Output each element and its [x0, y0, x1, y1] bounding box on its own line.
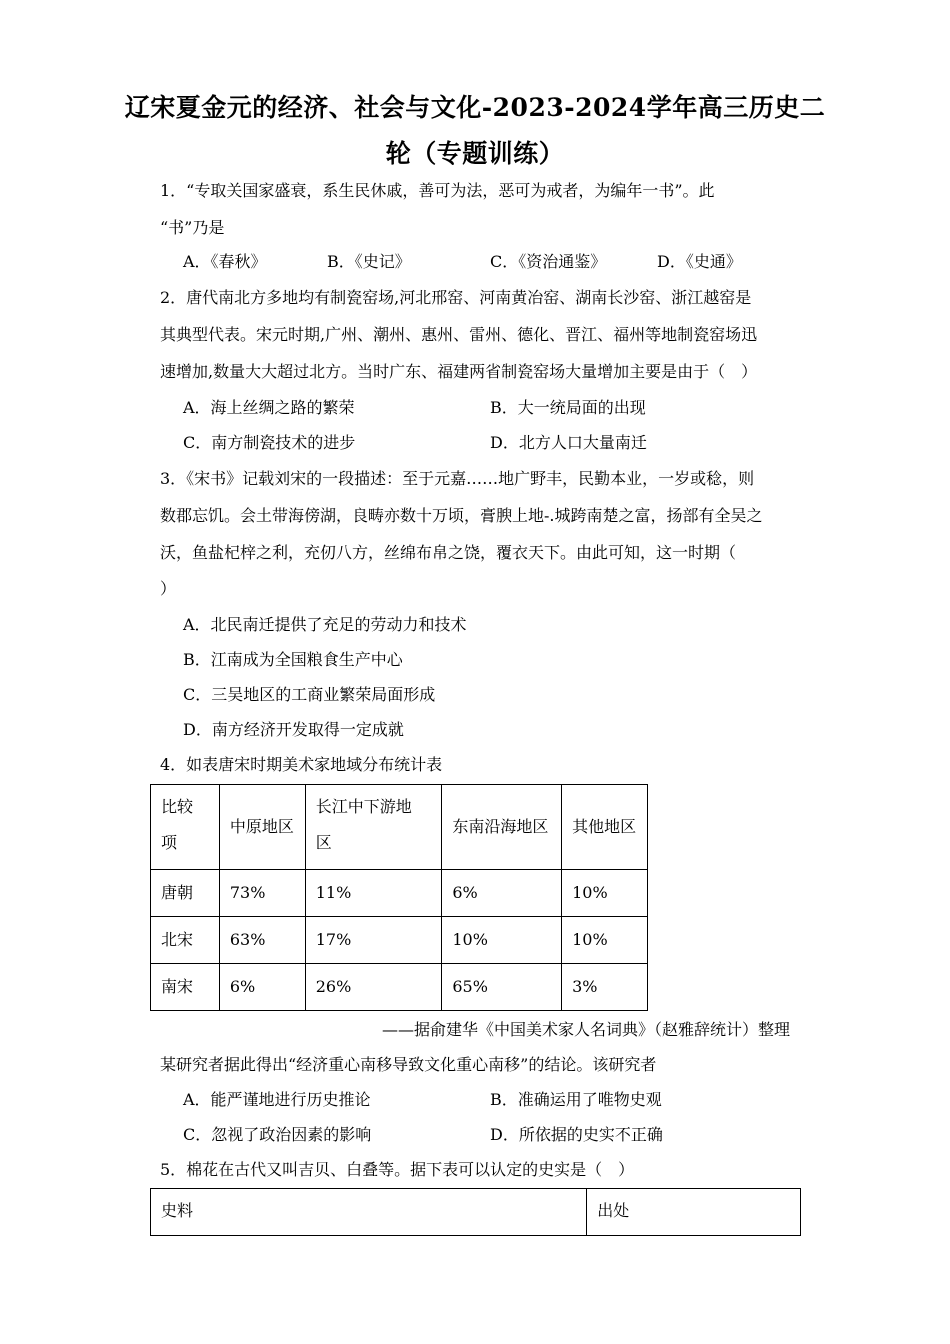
- q4-header-southeast: 东南沿海地区: [442, 785, 562, 870]
- table-cell: 南宋: [151, 964, 220, 1011]
- q3-option-b[interactable]: B．江南成为全国粮食生产中心: [183, 650, 403, 669]
- doc-title-line1: 辽宋夏金元的经济、社会与文化-2023-2024学年高三历史二: [124, 93, 826, 122]
- q5-sources-table: [150, 1188, 801, 1236]
- q4-header-compare-l2: 项: [161, 833, 178, 852]
- q5-table-header-row: [151, 1189, 801, 1236]
- table-row: [151, 917, 648, 964]
- table-row: [151, 870, 648, 917]
- table-cell: 63%: [219, 917, 305, 964]
- table-cell: 10%: [562, 870, 648, 917]
- table-cell: 6%: [219, 964, 305, 1011]
- q2-option-b[interactable]: B．大一统局面的出现: [490, 398, 646, 417]
- table-cell: 73%: [219, 870, 305, 917]
- table-cell: 北宋: [151, 917, 220, 964]
- q5-stem: 5．棉花在古代又叫吉贝、白叠等。据下表可以认定的史实是（ ）: [160, 1160, 635, 1179]
- q2-stem-line3: 速增加,数量大大超过北方。当时广东、福建两省制瓷窑场大量增加主要是由于（ ）: [160, 362, 758, 381]
- q4-option-d[interactable]: D．所依据的史实不正确: [490, 1125, 663, 1144]
- q3-stem-line4: ）: [160, 579, 177, 598]
- q3-stem-line1: 3．《宋书》记载刘宋的一段描述：至于元嘉……地广野丰，民勤本业，一岁或稔，则: [160, 469, 755, 488]
- q4-option-a[interactable]: A．能严谨地进行历史推论: [183, 1090, 371, 1109]
- table-cell: 11%: [305, 870, 442, 917]
- q4-header-compare-l1: 比较: [161, 797, 194, 816]
- q4-stem: 4．如表唐宋时期美术家地域分布统计表: [160, 755, 443, 774]
- table-cell: 3%: [562, 964, 648, 1011]
- q3-option-c[interactable]: C．三吴地区的工商业繁荣局面形成: [183, 685, 436, 704]
- q2-stem-line2: 其典型代表。宋元时期,广州、潮州、惠州、雷州、德化、晋江、福州等地制瓷窑场迅: [160, 325, 758, 344]
- table-cell: 65%: [442, 964, 562, 1011]
- table-row: [151, 964, 648, 1011]
- q1-option-a[interactable]: A．《春秋》: [183, 252, 267, 271]
- q4-table-header-row: [151, 785, 648, 870]
- q4-header-compare: [151, 785, 220, 870]
- q2-option-a[interactable]: A．海上丝绸之路的繁荣: [183, 398, 355, 417]
- q1-stem-line2: “书”乃是: [160, 218, 225, 237]
- q1-option-b[interactable]: B．《史记》: [327, 252, 411, 271]
- table-cell: 6%: [442, 870, 562, 917]
- q2-option-c[interactable]: C．南方制瓷技术的进步: [183, 433, 356, 452]
- q1-option-c[interactable]: C．《资治通鉴》: [490, 252, 607, 271]
- q4-table-source: ——据俞建华《中国美术家人名词典》（赵雅辞统计）整理: [381, 1020, 790, 1039]
- q4-option-c[interactable]: C．忽视了政治因素的影响: [183, 1125, 372, 1144]
- doc-title-line2: 轮（专题训练）: [385, 139, 565, 168]
- q3-stem-line3: 沃，鱼盐杞梓之利，充仞八方，丝绵布帛之饶，覆衣天下。由此可知，这一时期（: [160, 543, 737, 562]
- q4-option-b[interactable]: B．准确运用了唯物史观: [490, 1090, 662, 1109]
- table-cell: 26%: [305, 964, 442, 1011]
- q2-stem-line1: 2．唐代南北方多地均有制瓷窑场,河北邢窑、河南黄冶窑、湖南长沙窑、浙江越窑是: [160, 288, 752, 307]
- table-cell: 17%: [305, 917, 442, 964]
- table-cell: 唐朝: [151, 870, 220, 917]
- q5-header-material: 史料: [151, 1189, 587, 1236]
- q4-stem2: 某研究者据此得出“经济重心南移导致文化重心南移”的结论。该研究者: [160, 1055, 657, 1074]
- q3-option-d[interactable]: D．南方经济开发取得一定成就: [183, 720, 404, 739]
- q1-option-d[interactable]: D．《史通》: [657, 252, 742, 271]
- q4-stats-table: [150, 784, 648, 1011]
- table-cell: 10%: [442, 917, 562, 964]
- q4-header-yangtze-l1: 长江中下游地: [315, 797, 412, 816]
- q3-option-a[interactable]: A．北民南迁提供了充足的劳动力和技术: [183, 615, 467, 634]
- q4-header-other: 其他地区: [562, 785, 648, 870]
- q4-header-yangtze: [305, 785, 442, 870]
- q5-header-source: 出处: [587, 1189, 801, 1236]
- q2-option-d[interactable]: D．北方人口大量南迁: [490, 433, 647, 452]
- table-cell: 10%: [562, 917, 648, 964]
- q3-stem-line2: 数郡忘饥。会土带海傍湖，良畴亦数十万顷，膏腴上地-.城跨南楚之富，扬部有全吴之: [160, 506, 763, 525]
- q4-header-yangtze-l2: 区: [315, 833, 332, 852]
- q1-stem-line1: 1．“专取关国家盛衰，系生民休戚，善可为法，恶可为戒者，为编年一书”。此: [160, 181, 715, 200]
- q4-header-central: 中原地区: [219, 785, 305, 870]
